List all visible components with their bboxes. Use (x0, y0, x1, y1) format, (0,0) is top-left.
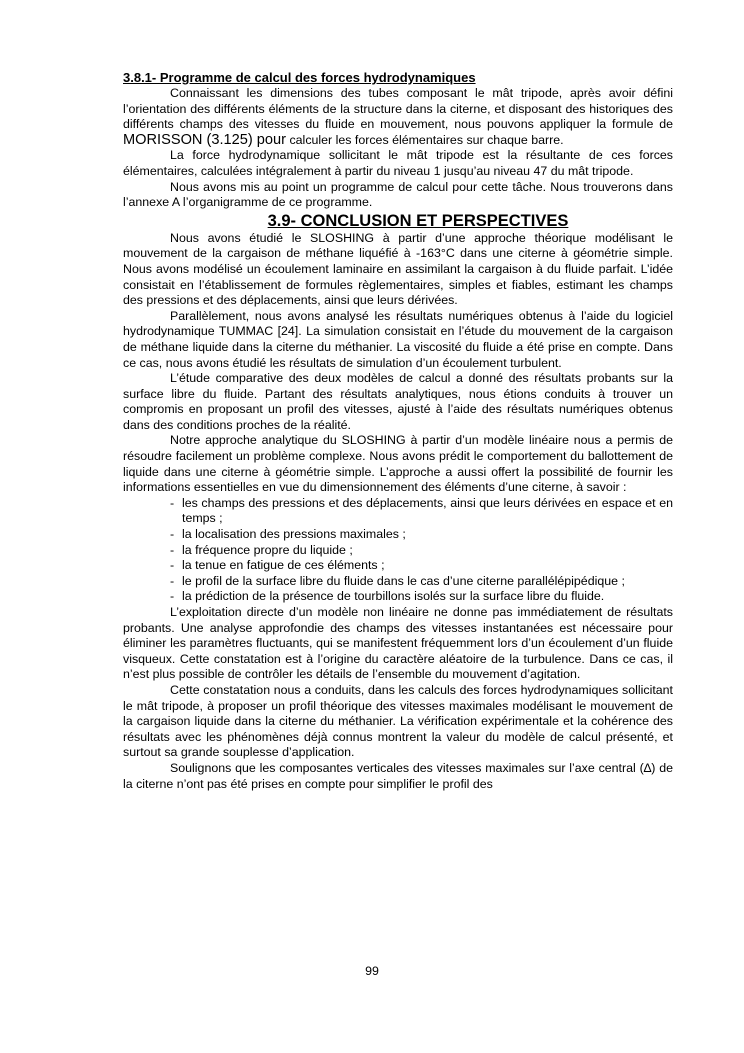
morisson-formula-ref: MORISSON (3.125) pour (123, 131, 287, 148)
essential-information-list (123, 496, 673, 605)
section-heading-3-8-1: 3.8.1- Programme de calcul des forces hydrodynamiques (123, 70, 476, 85)
paragraph-sloshing-study: Nous avons étudié le SLOSHING à partir d’une approche théorique modélisant le mouvement de la cargaison de méthane liquéfié à -163°C dans une citerne à géométrie simple. Nous avons modélisé un écoulement laminaire en assimilant la cargaison à du fluide parfait. L’idée consistait en l’établissement de formules règlementaires, simples et fiables, estimant les champs des pressions et des déplacements, ainsi que leurs dérivées. (123, 230, 673, 308)
paragraph-tummac: Parallèlement, nous avons analysé les résultats numériques obtenus à l’aide du logiciel hydrodynamique TUMMAC [24]. La simulation consistait en l’étude du mouvement de la cargaison de méthane liquide dans la citerne du méthanier. La viscosité du fluide a été prise en compte. Dans ce cas, nous avons étudié les résultats de simulation d’un écoulement turbulent. (123, 308, 673, 370)
paragraph-comparative-study: L’étude comparative des deux modèles de calcul a donné des résultats probants sur la surface libre du fluide. Partant des résultats analytiques, nous étions conduits à trouver un compromis en proposant un profil des vitesses, ajusté à l’aide des résultats numériques obtenus dans des conditions proches de la réalité. (123, 371, 673, 432)
paragraph-resultant-force: La force hydrodynamique sollicitant le mât tripode est la résultante de ces forces élémentaires, calculées intégralement à partir du niveau 1 jusqu’au niveau 47 du mât tripode. (123, 148, 673, 178)
paragraph-velocity-profile: Cette constatation nous a conduits, dans les calculs des forces hydrodynamiques sollicitant le mât tripode, à proposer un profil théorique des vitesses maximales modélisant le mouvement de la cargaison liquide dans la citerne du méthanier. La vérification expérimentale et la cohérence des résultats avec les phénomènes déjà connus montrent la valeur du modèle de calcul présenté, et surtout sa grande souplesse d’application. (123, 682, 673, 760)
paragraph-nonlinear-model: L’exploitation directe d’un modèle non linéaire ne donne pas immédiatement de résultats probants. Une analyse approfondie des champs des vitesses instantanées est nécessaire pour éliminer les paramètres fluctuants, qui se manifestent fréquemment lors d’un écoulement d’un fluide visqueux. Cette constatation est à l’origine du caractère aléatoire de la turbulence. Dans ce cas, il n’est plus possible de contrôler les détails de l’ensemble du mouvement d’agitation. (123, 605, 673, 682)
list-item: - les champs des pressions et des déplacements, ainsi que leurs dérivées en espace et en temps ; (170, 496, 673, 527)
list-item: - la fréquence propre du liquide ; (170, 543, 673, 559)
paragraph-morisson-part-a: Connaissant les dimensions des tubes composant le mât tripode, après avoir défini l’orientation des différents éléments de la structure dans la citerne, et disposant des historiques des différents champs des vitesses du fluide en mouvement, nous pouvons appliquer la formule de (123, 86, 673, 132)
list-item: - la tenue en fatigue de ces éléments ; (170, 558, 673, 574)
page-number: 99 (365, 964, 379, 978)
paragraph-linear-model: Notre approche analytique du SLOSHING à partir d’un modèle linéaire nous a permis de résoudre facilement un problème complexe. Nous avons prédit le comportement du ballottement de liquide dans une citerne à géométrie simple. L’approche a aussi offert la possibilité de fournir les informations essentielles en vue du dimensionnement des éléments d’une citerne, à savoir : (123, 433, 673, 495)
list-item: - la localisation des pressions maximales ; (170, 527, 673, 543)
paragraph-morisson-part-b: calculer les forces élémentaires sur chaque barre. (286, 132, 564, 147)
list-item: - la prédiction de la présence de tourbillons isolés sur la surface libre du fluide. (170, 589, 673, 605)
paragraph-morisson (123, 86, 673, 148)
page-content (123, 69, 673, 792)
paragraph-program: Nous avons mis au point un programme de calcul pour cette tâche. Nous trouverons dans l’annexe A l’organigramme de ce programme. (123, 179, 673, 210)
list-item: - le profil de la surface libre du fluide dans le cas d’une citerne parallélépipédique ; (170, 574, 673, 590)
paragraph-vertical-components: Soulignons que les composantes verticales des vitesses maximales sur l’axe central (∆) de la citerne n’ont pas été prises en compte pour simplifier le profil des (123, 760, 673, 791)
section-heading-3-9: 3.9- CONCLUSION ET PERSPECTIVES (267, 211, 569, 230)
